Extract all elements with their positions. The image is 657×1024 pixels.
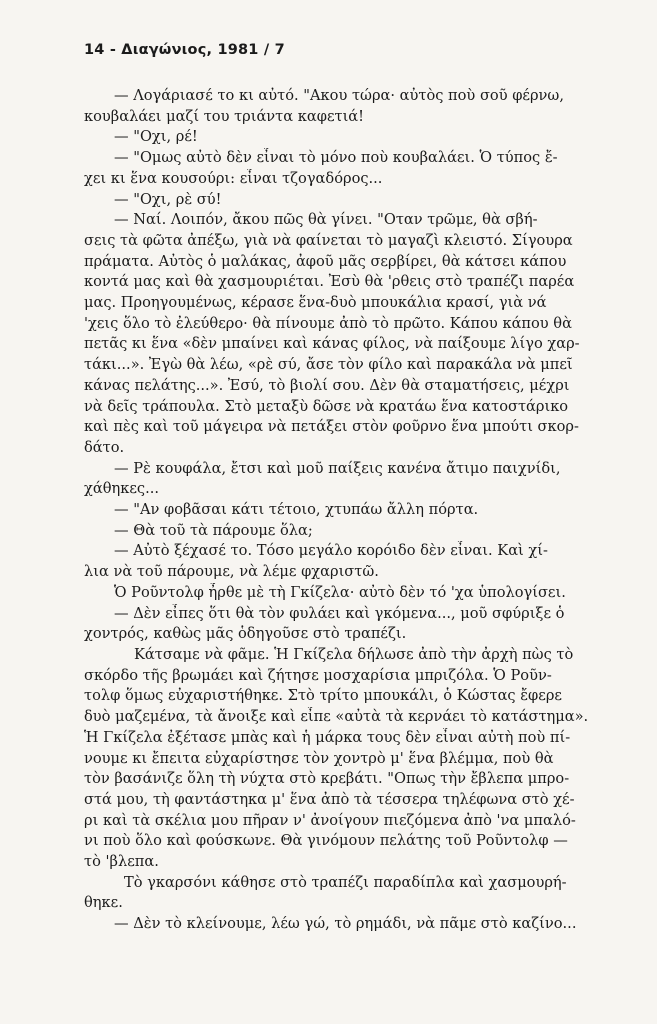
text-line: Ὁ Ροῦντολφ ἦρθε μὲ τὴ Γκίζελα· αὐτὸ δὲν τό 'χα ὑπολογίσει. <box>114 583 566 601</box>
text-line: 'χεις ὅλο τὸ ἐλεύθερο· θὰ πίνουμε ἀπὸ τὸ πρῶτο. Κάπου κάπου θὰ <box>84 314 572 332</box>
text-line: σεις τὰ φῶτα ἀπέξω, γιὰ νὰ φαίνεται τὸ μαγαζὶ κλειστό. Σίγουρα <box>84 231 573 249</box>
text-line: — Αὐτὸ ξέχασέ το. Τόσο μεγάλο κορόιδο δὲν εἶναι. Καὶ χί- <box>114 542 548 560</box>
page-header: 14 - Διαγώνιος, 1981 / 7 <box>84 42 285 58</box>
text-line: κουβαλάει μαζί του τριάντα καφετιά! <box>84 107 365 125</box>
text-line: πράματα. Αὐτὸς ὁ μαλάκας, ἀφοῦ μᾶς σερβίρει, θὰ κάτσει κάπου <box>84 252 567 270</box>
text-line: στά μου, τὴ φαντάστηκα μ' ἕνα ἀπὸ τὰ τέσσερα τηλέφωνα στὸ χέ- <box>84 790 575 808</box>
text-line: λια νὰ τοῦ πάρουμε, νὰ λέμε φχαριστῶ. <box>84 563 379 581</box>
text-line: δάτο. <box>84 438 125 456</box>
text-line: χοντρός, καθὼς μᾶς ὁδηγοῦσε στὸ τραπέζι. <box>84 625 407 643</box>
text-line: θηκε. <box>84 894 123 912</box>
text-line: — "Αν φοβᾶσαι κάτι τέτοιο, χτυπάω ἄλλη πόρτα. <box>114 501 479 519</box>
text-line: δυὸ μαζεμένα, τὰ ἄνοιξε καὶ εἶπε «αὐτὰ τὰ κερνάει τὸ κατάστημα». <box>84 708 589 726</box>
text-line: τὸ 'βλεπα. <box>84 853 159 871</box>
text-line: — "Οχι, ρὲ σύ! <box>114 190 222 208</box>
text-line: τολφ ὅμως εὐχαριστήθηκε. Στὸ τρίτο μπουκάλι, ὁ Κώστας ἔφερε <box>84 687 562 705</box>
text-line: κοντά μας καὶ θὰ χασμουριέται. Ἐσὺ θὰ 'ρθεις στὸ τραπέζι παρέα <box>84 273 575 291</box>
text-line: Τὸ γκαρσόνι κάθησε στὸ τραπέζι παραδίπλα καὶ χασμουρή- <box>124 873 567 891</box>
text-line: — "Ομως αὐτὸ δὲν εἶναι τὸ μόνο ποὺ κουβαλάει. Ὁ τύπος ἔ- <box>114 149 558 167</box>
text-line: νὰ δεῖς τράπουλα. Στὸ μεταξὺ δῶσε νὰ κρατάω ἕνα κατοστάρικο <box>84 397 569 415</box>
text-line: — Λογάριασέ το κι αὐτό. "Ακου τώρα· αὐτὸς ποὺ σοῦ φέρνω, <box>114 87 564 104</box>
text-line: Κάτσαμε νὰ φᾶμε. Ἡ Γκίζελα δήλωσε ἀπὸ τὴν ἀρχὴ πὼς τὸ <box>134 645 574 663</box>
text-line: νουμε κι ἔπειτα εὐχαρίστησε τὸν χοντρὸ μ' ἕνα βλέμμα, ποὺ θὰ <box>84 749 554 767</box>
text-line: — "Οχι, ρέ! <box>114 128 198 146</box>
text-line: καὶ πὲς καὶ τοῦ μάγειρα νὰ πετάξει στὸν φοῦρνο ἕνα μπούτι σκορ- <box>84 418 579 436</box>
text-line: — Ναί. Λοιπόν, ἄκου πῶς θὰ γίνει. "Οταν τρῶμε, θὰ σβή- <box>114 211 538 229</box>
text-line: χει κι ἕνα κουσούρι: εἶναι τζογαδόρος... <box>84 169 383 187</box>
text-line: μας. Προηγουμένως, κέρασε ἕνα-δυὸ μπουκάλια κρασί, γιὰ νά <box>84 294 547 312</box>
text-line: σκόρδο τῆς βρωμάει καὶ ζήτησε μοσχαρίσια μπριζόλα. Ὁ Ροῦν- <box>84 666 552 684</box>
text-line: χάθηκες... <box>84 480 159 498</box>
text-line: — Δὲν τὸ κλείνουμε, λέω γώ, τὸ ρημάδι, νὰ πᾶμε στὸ καζίνο... <box>114 915 577 933</box>
text-line: — Θὰ τοῦ τὰ πάρουμε ὅλα; <box>114 521 313 539</box>
text-line: νι ποὺ ὅλο καὶ φούσκωνε. Θὰ γινόμουν πελάτης τοῦ Ροῦντολφ — <box>84 832 568 850</box>
text-line: πετᾶς κι ἕνα «δὲν μπαίνει καὶ κάνας φίλος, νὰ παίξουμε λίγο χαρ- <box>84 335 580 353</box>
text-line: τάκι...». Ἐγὼ θὰ λέω, «ρὲ σύ, ἄσε τὸν φίλο καὶ παρακάλα νὰ μπεῖ <box>84 356 573 374</box>
text-line: — Δὲν εἶπες ὅτι θὰ τὸν φυλάει καὶ γκόμενα..., μοῦ σφύριξε ὁ <box>114 604 565 622</box>
text-line: Ἡ Γκίζελα ἐξέτασε μπὰς καὶ ἡ μάρκα τους δὲν εἶναι αὐτὴ ποὺ πί- <box>84 728 571 746</box>
text-line: — Ρὲ κουφάλα, ἔτσι καὶ μοῦ παίξεις κανένα ἄτιμο παιχνίδι, <box>114 459 561 477</box>
text-body <box>84 86 626 935</box>
text-line: κάνας πελάτης...». Ἐσύ, τὸ βιολί σου. Δὲν θὰ σταματήσεις, μέχρι <box>84 376 570 394</box>
text-line: τὸν βασάνιζε ὅλη τὴ νύχτα στὸ κρεβάτι. "Οπως τὴν ἔβλεπα μπρο- <box>84 770 570 788</box>
text-line: ρι καὶ τὰ σκέλια μου πῆραν ν' ἀνοίγουν πιεζόμενα ἀπὸ 'να μπαλό- <box>84 811 576 829</box>
